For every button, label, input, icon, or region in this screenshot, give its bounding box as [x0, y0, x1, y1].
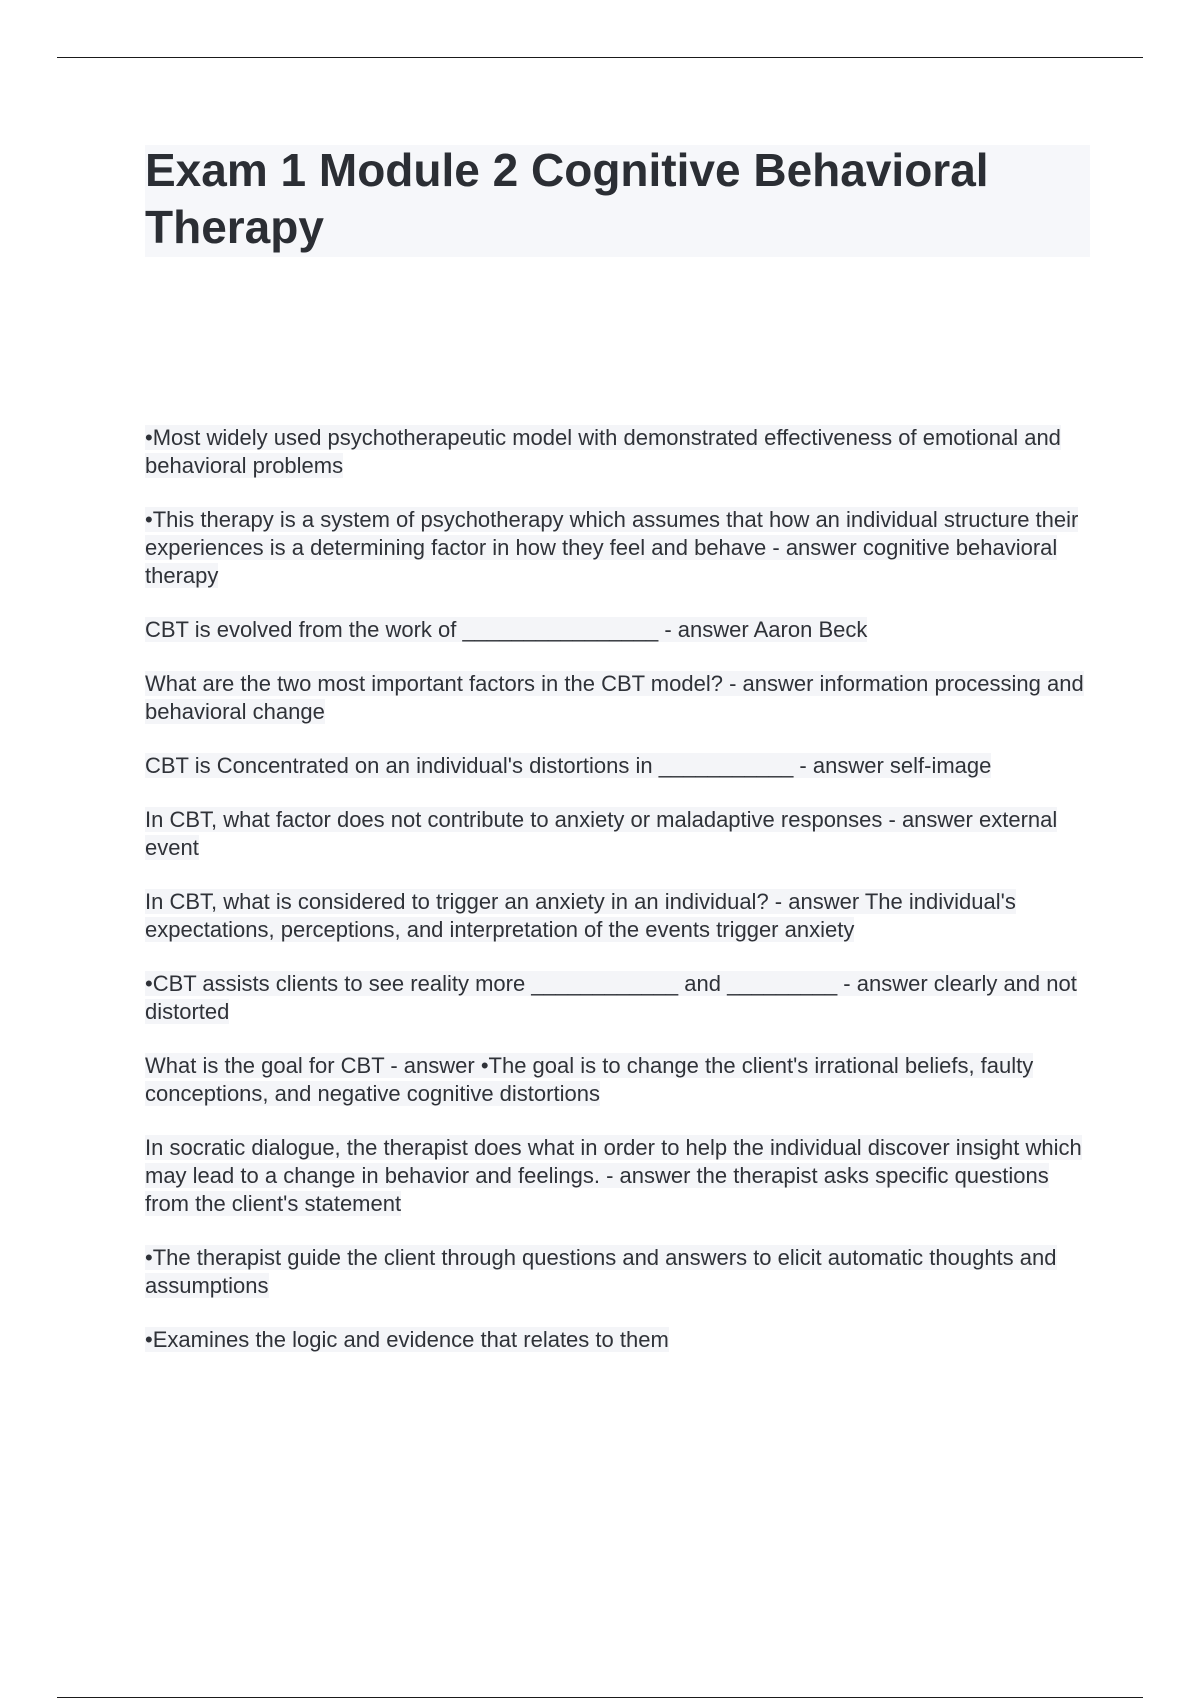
entry-text: In socratic dialogue, the therapist does what in order to help the individual discover insight which may lead to a change in behavior and feelings. - answer the therapist asks specific questions from the client's statement [145, 1135, 1082, 1216]
bottom-rule [57, 1697, 1143, 1698]
entry-4 [145, 670, 1095, 726]
entry-text: In CBT, what is considered to trigger an anxiety in an individual? - answer The individual's expectations, perceptions, and interpretation of the events trigger anxiety [145, 889, 1016, 942]
document-body [145, 424, 1095, 1380]
entry-2 [145, 506, 1095, 590]
title-block [145, 145, 1090, 257]
entry-1 [145, 424, 1095, 480]
entry-6 [145, 806, 1095, 862]
entry-text: What is the goal for CBT - answer •The goal is to change the client's irrational beliefs, faulty conceptions, and negative cognitive distortions [145, 1053, 1034, 1106]
entry-12 [145, 1326, 1095, 1354]
document-title: Exam 1 Module 2 Cognitive Behavioral Therapy [145, 144, 989, 253]
entry-text: •Most widely used psychotherapeutic model with demonstrated effectiveness of emotional and behavioral problems [145, 425, 1061, 478]
entry-text: In CBT, what factor does not contribute to anxiety or maladaptive responses - answer external event [145, 807, 1058, 860]
entry-text: •The therapist guide the client through questions and answers to elicit automatic thoughts and assumptions [145, 1245, 1057, 1298]
entry-text: •This therapy is a system of psychotherapy which assumes that how an individual structure their experiences is a determining factor in how they feel and behave - answer cognitive behavioral therapy [145, 507, 1079, 588]
entry-9 [145, 1052, 1095, 1108]
entry-10 [145, 1134, 1095, 1218]
entry-text: What are the two most important factors in the CBT model? - answer information processing and behavioral change [145, 671, 1084, 724]
entry-text: •CBT assists clients to see reality more ____________ and _________ - answer clearly and not distorted [145, 971, 1077, 1024]
entry-11 [145, 1244, 1095, 1300]
entry-5 [145, 752, 1095, 780]
entry-text: •Examines the logic and evidence that relates to them [145, 1327, 669, 1352]
entry-text: CBT is Concentrated on an individual's distortions in ___________ - answer self-image [145, 753, 992, 778]
entry-8 [145, 970, 1095, 1026]
entry-3 [145, 616, 1095, 644]
entry-text: CBT is evolved from the work of ________________ - answer Aaron Beck [145, 617, 868, 642]
entry-7 [145, 888, 1095, 944]
top-rule [57, 57, 1143, 58]
